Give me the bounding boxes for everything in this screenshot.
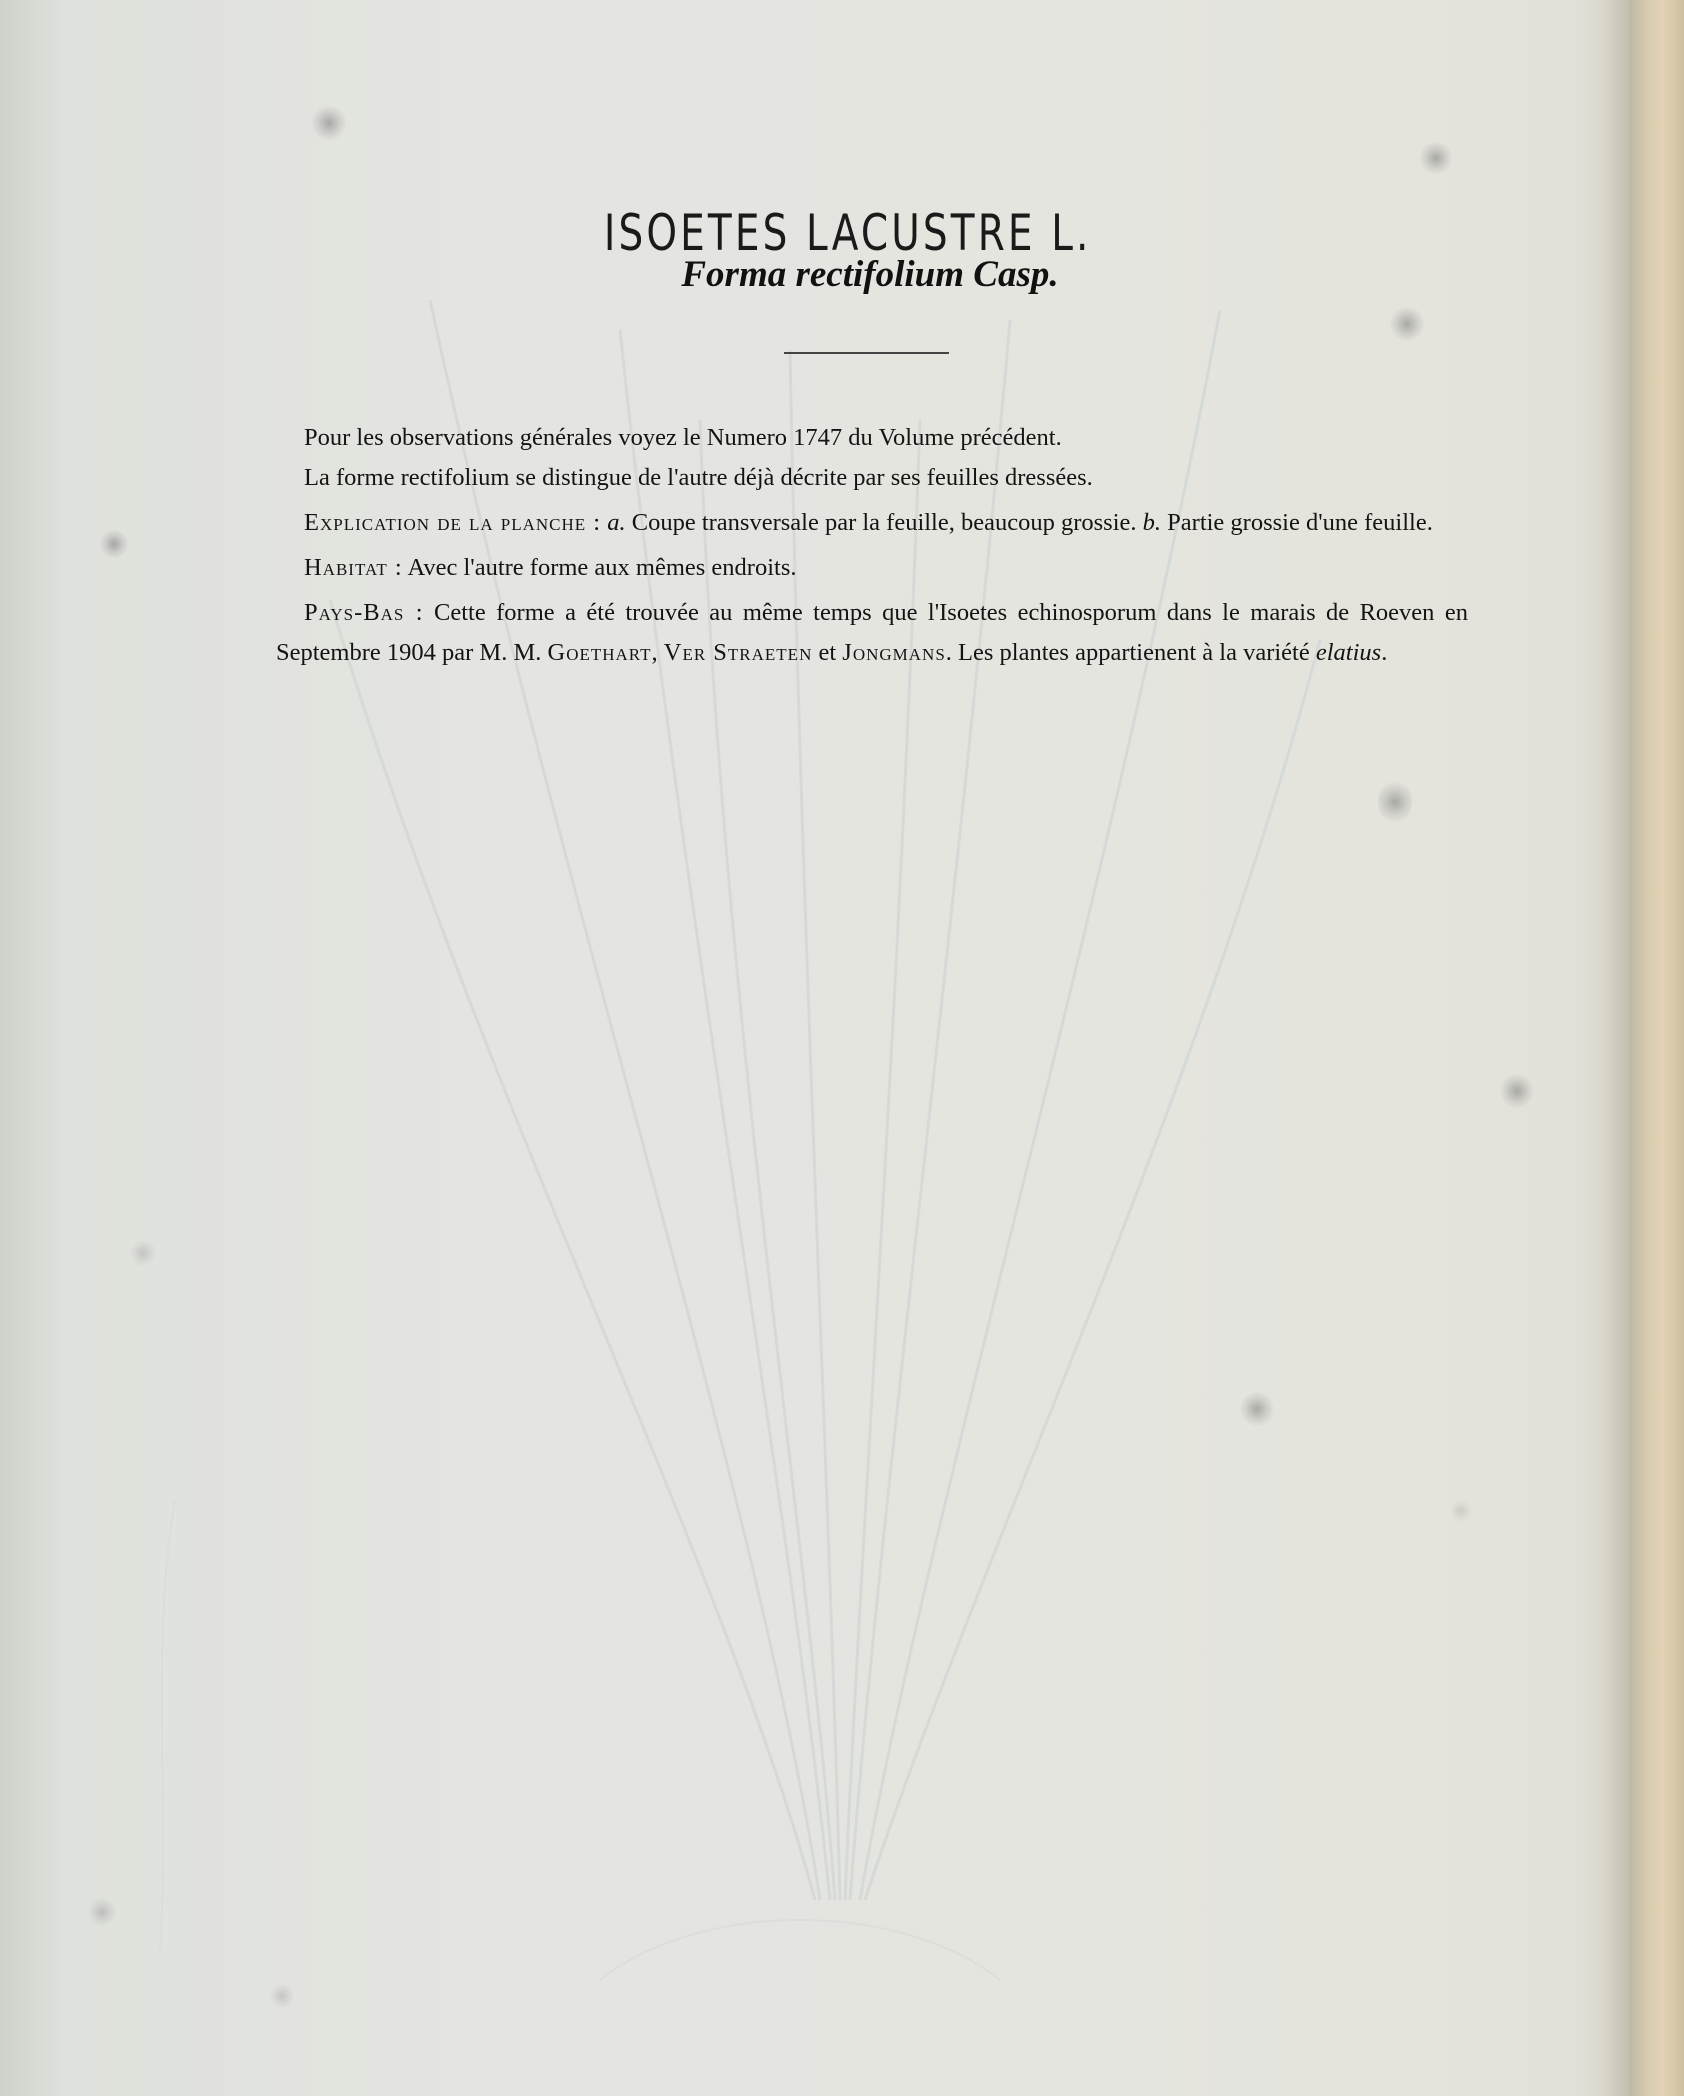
stain-spot: [100, 530, 128, 558]
stain-spot: [88, 1898, 116, 1926]
figure-letter-b: b.: [1142, 509, 1162, 536]
collector-name: Jongmans: [842, 639, 946, 666]
paragraph-pays-bas: [276, 593, 1468, 673]
paragraph-rectifolium: [276, 458, 1468, 498]
section-label-explication: Explication de la planche :: [304, 509, 602, 536]
paragraph-text: Partie grossie d'une feuille.: [1161, 509, 1433, 536]
title-divider: [784, 352, 949, 354]
stain-spot: [130, 1240, 156, 1266]
stain-spot: [1450, 1500, 1472, 1522]
collector-name: Ver Straeten: [663, 639, 813, 666]
page-edge: [1630, 0, 1684, 2096]
paragraph-observations: [276, 418, 1468, 458]
section-label-pays-bas: Pays-Bas :: [304, 599, 424, 626]
page-title: ISOETES LACUSTRE L.: [603, 203, 1092, 262]
page-subtitle: Forma rectifolium Casp.: [681, 254, 1059, 295]
paragraph-text: Coupe transversale par la feuille, beaucoup grossie.: [625, 509, 1143, 536]
stain-spot: [1420, 142, 1452, 174]
section-label-habitat: Habitat :: [304, 554, 403, 581]
separator-text: et: [812, 639, 843, 666]
stain-spot: [312, 106, 346, 140]
collector-name: Goethart: [547, 639, 652, 666]
stain-spot: [270, 1984, 294, 2008]
paragraph-explication: [276, 503, 1468, 543]
paragraph-text: Avec l'autre forme aux mêmes endroits.: [402, 554, 797, 581]
paragraph-text: Pour les observations générales voyez le Numero 1747 du Volume précédent.: [304, 424, 1062, 451]
variety-name: elatius: [1315, 639, 1382, 666]
stain-spot: [1390, 307, 1424, 341]
paragraph-text: . Les plantes appartienent à la variété: [945, 639, 1316, 666]
separator-text: ,: [651, 639, 664, 666]
figure-letter-a: a.: [607, 509, 626, 536]
stain-spot: [1378, 780, 1412, 824]
body-text: [276, 418, 1468, 673]
stain-spot: [1240, 1392, 1274, 1426]
stain-spot: [1500, 1074, 1534, 1108]
paragraph-habitat: [276, 548, 1468, 588]
paragraph-text: La forme rectifolium se distingue de l'autre déjà décrite par ses feuilles dressées.: [304, 464, 1093, 491]
paragraph-text: Cette forme a été trouvée au même temps que l'Isoetes echinosporum dans le marais de Roeven en Septembre 1904 par M. M.: [276, 599, 1468, 666]
paragraph-text: .: [1381, 639, 1388, 666]
